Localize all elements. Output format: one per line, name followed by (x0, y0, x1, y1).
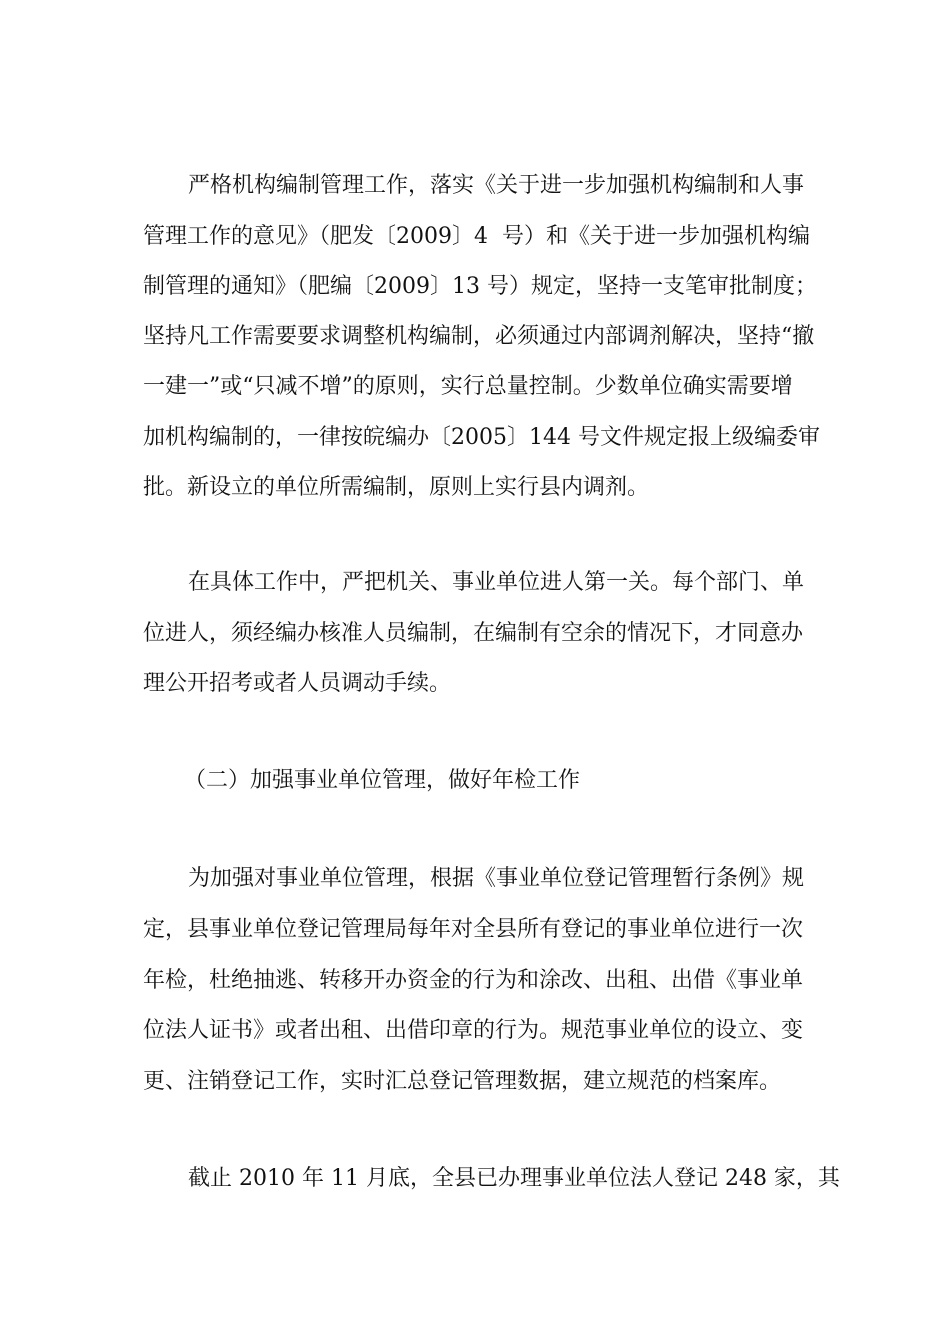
text-line: 加机构编制的，一律按皖编办〔2005〕144 号文件规定报上级编委审 (143, 425, 820, 450)
text-line: 在具体工作中，严把机关、事业单位进人第一关。每个部门、单 (188, 570, 805, 595)
text-line: 制管理的通知》（肥编〔2009〕13 号）规定，坚持一支笔审批制度； (143, 274, 817, 299)
text-line: 管理工作的意见》（肥发〔2009〕4 号）和《关于进一步加强机构编 (143, 224, 810, 249)
text-line: 坚持凡工作需要要求调整机构编制，必须通过内部调剂解决，坚持“撤 (143, 324, 815, 349)
text-line: 理公开招考或者人员调动手续。 (143, 671, 452, 696)
text-line: 定，县事业单位登记管理局每年对全县所有登记的事业单位进行一次 (143, 917, 804, 942)
text-line: 年检，杜绝抽逃、转移开办资金的行为和涂改、出租、出借《事业单 (143, 968, 804, 993)
text-line: 更、注销登记工作，实时汇总登记管理数据，建立规范的档案库。 (143, 1069, 782, 1094)
heading-text: （二）加强事业单位管理，做好年检工作 (184, 768, 581, 793)
text-line: 位进人，须经编办核准人员编制，在编制有空余的情况下，才同意办 (143, 621, 804, 646)
text-line: 批。新设立的单位所需编制，原则上实行县内调剂。 (143, 475, 650, 500)
text-line: 截止 2010 年 11 月底，全县已办理事业单位法人登记 248 家，其 (188, 1166, 840, 1191)
text-line: 位法人证书》或者出租、出借印章的行为。规范事业单位的设立、变 (143, 1018, 804, 1043)
text-line: 一建一”或“只减不增”的原则，实行总量控制。少数单位确实需要增 (143, 374, 793, 399)
text-line: 为加强对事业单位管理，根据《事业单位登记管理暂行条例》规 (188, 866, 805, 891)
text-line: 严格机构编制管理工作，落实《关于进一步加强机构编制和人事 (188, 173, 805, 198)
